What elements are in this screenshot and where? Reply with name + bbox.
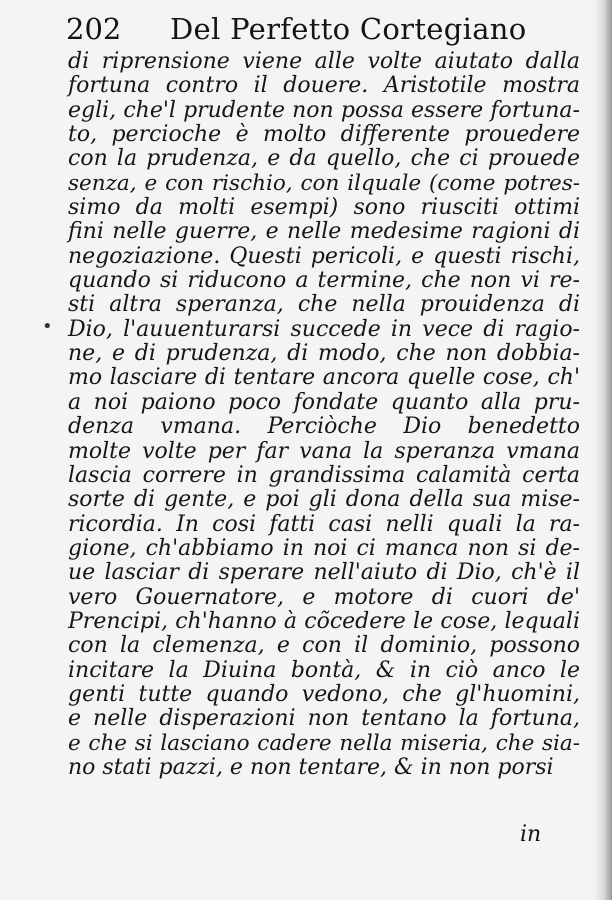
catchword: in bbox=[520, 822, 542, 847]
text-line: senza, e con rischio, con ilquale (come potres- bbox=[68, 170, 580, 196]
text-line: vero Gouernatore, e motore di cuori de' bbox=[68, 584, 580, 610]
running-title: Del Perfetto Cortegiano bbox=[170, 12, 527, 46]
text-line: negoziazione. Questi pericoli, e questi rischi, bbox=[68, 243, 580, 269]
text-line: no stati pazzi, e non tentare, & in non porsi bbox=[68, 754, 554, 780]
text-line: fortuna contro il douere. Aristotile mostra bbox=[68, 73, 580, 99]
text-line: e nelle disperazioni non tentano la fortuna, bbox=[68, 706, 580, 732]
text-line: to, percioche è molto differente prouedere bbox=[68, 122, 580, 148]
text-line: sti altra speranza, che nella prouidenza di bbox=[68, 292, 580, 318]
text-line: gione, ch'abbiamo in noi ci manca non si de- bbox=[68, 535, 580, 561]
text-line: con la prudenza, e da quello, che ci prouede bbox=[68, 146, 580, 172]
text-line: ricordia. In cosi fatti casi nelli quali la ra- bbox=[68, 511, 580, 537]
running-header bbox=[66, 8, 586, 50]
text-line: e che si lasciano cadere nella miseria, che sia- bbox=[68, 730, 580, 756]
body-text bbox=[68, 50, 580, 780]
text-line: egli, che'l prudente non possa essere fortuna- bbox=[68, 97, 580, 123]
page-gutter-shadow bbox=[594, 0, 612, 900]
text-line: di riprensione viene alle volte aiutato dalla bbox=[68, 49, 580, 74]
text-line: ne, e di prudenza, di modo, che non dobbia- bbox=[68, 341, 580, 367]
text-line: quando si riducono a termine, che non vi re- bbox=[68, 268, 580, 294]
text-line: con la clemenza, e con il dominio, possono bbox=[68, 633, 580, 659]
text-line: ue lasciar di sperare nell'aiuto di Dio, ch'è il bbox=[68, 560, 580, 586]
text-line: a noi paiono poco fondate quanto alla pru- bbox=[68, 389, 580, 415]
text-line: Prencipi, ch'hanno à cõcedere le cose, lequali bbox=[68, 608, 580, 634]
text-line: simo da molti esempi) sono riusciti ottimi bbox=[68, 195, 580, 221]
text-line: Dio, l'auuenturarsi succede in vece di ragio- bbox=[68, 316, 580, 342]
text-line: incitare la Diuina bontà, & in ciò anco le bbox=[68, 657, 580, 683]
text-line: genti tutte quando vedono, che gl'huomini, bbox=[68, 681, 580, 707]
page-number: 202 bbox=[66, 12, 122, 46]
text-line: sorte di gente, e poi gli dona della sua mise- bbox=[68, 487, 580, 513]
text-line: lascia correre in grandissima calamità certa bbox=[68, 462, 580, 488]
text-line: mo lasciare di tentare ancora quelle cose, ch' bbox=[68, 365, 580, 391]
text-line: fini nelle guerre, e nelle medesime ragioni di bbox=[68, 219, 580, 245]
text-line: denza vmana. Perciòche Dio benedetto bbox=[68, 414, 580, 440]
text-line: molte volte per far vana la speranza vmana bbox=[68, 438, 580, 464]
margin-mark: • bbox=[42, 316, 53, 337]
